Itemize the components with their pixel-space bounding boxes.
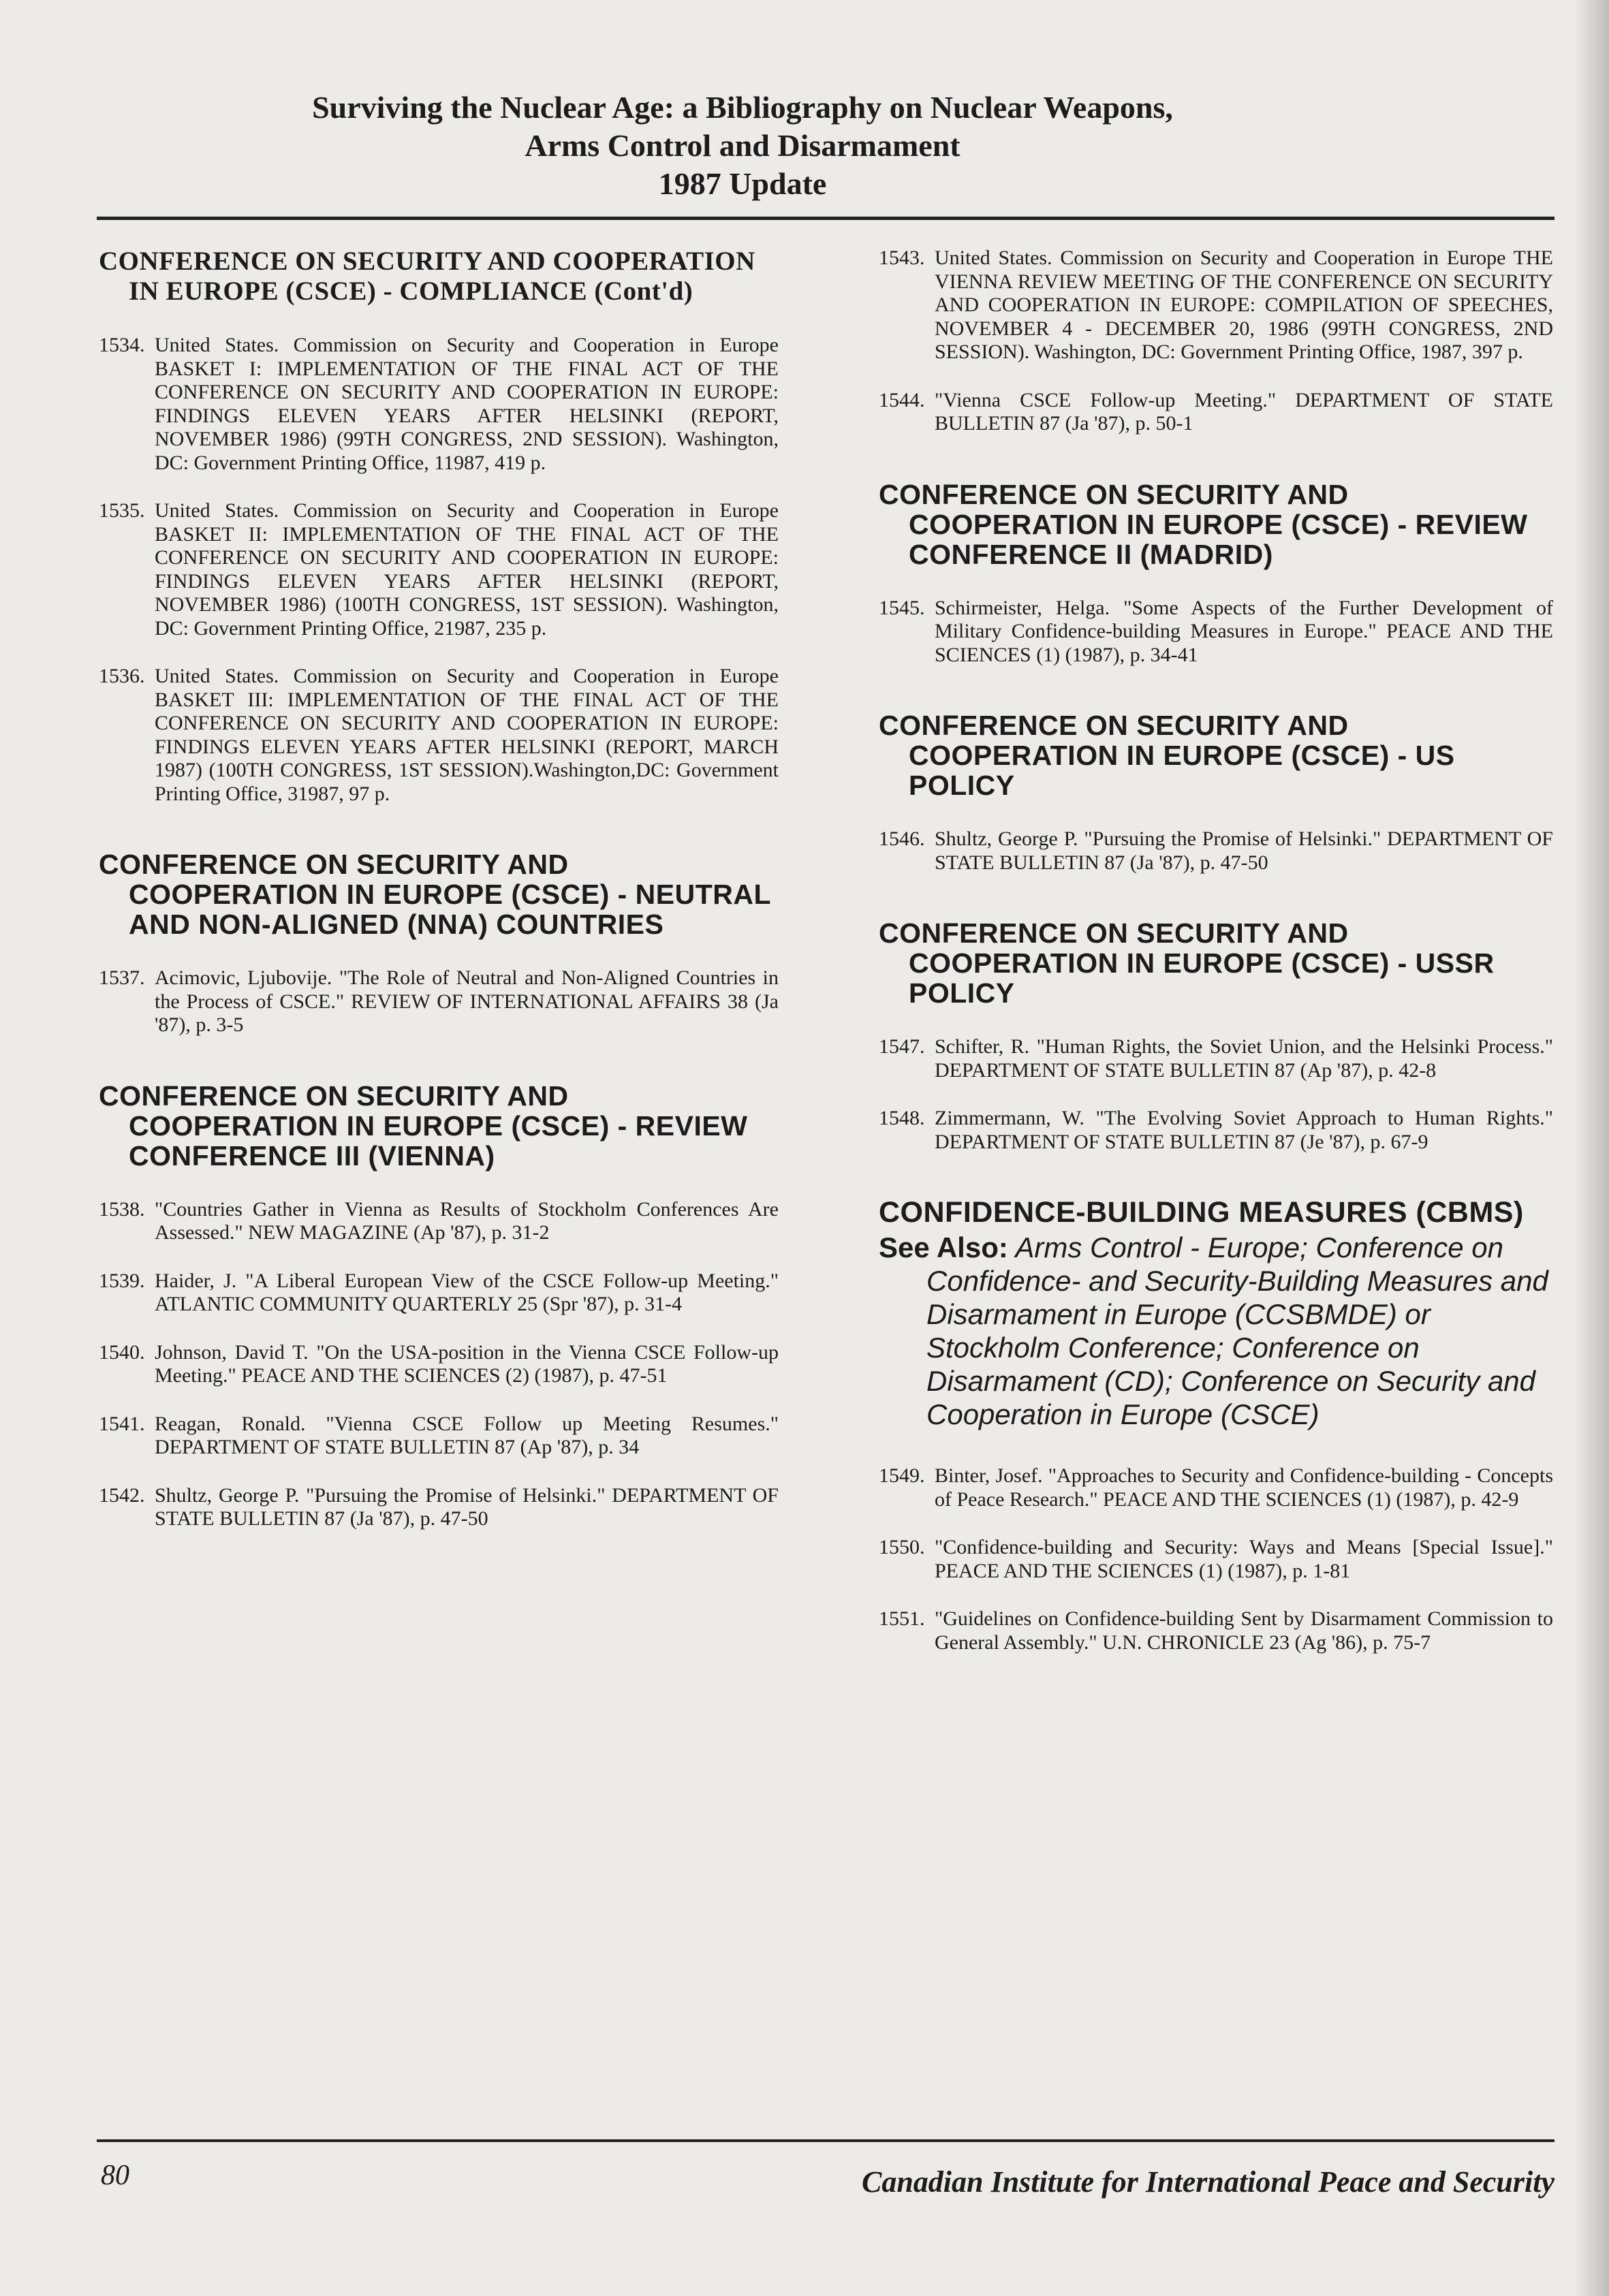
entry-text: United States. Commission on Security and Cooperation in Europe BASKET I: IMPLEMENTATION OF THE FINAL ACT OF THE CONFERENCE ON SECURITY AND COOPERATION IN EUROPE: FINDINGS ELEVEN YEARS AFTER HELSINKI (REPORT, NOVEMBER 1986) (99TH CONGRESS, 2ND SESSION). Washington, DC: Government Printing Office, 11987, 419 p.: [155, 334, 779, 474]
section-heading-compliance: CONFERENCE ON SECURITY AND COOPERATION IN EUROPE (CSCE) - COMPLIANCE (Cont'd): [99, 247, 755, 306]
entry-number: 1544.: [879, 388, 925, 411]
section-heading-ussr-policy: CONFERENCE ON SECURITY AND COOPERATION IN EUROPE (CSCE) - USSR POLICY: [879, 917, 1495, 1009]
publisher-footer: Canadian Institute for International Peace and Security: [861, 2165, 1555, 2199]
entry-number: 1535.: [99, 499, 145, 522]
entry-text: Reagan, Ronald. "Vienna CSCE Follow up Meeting Resumes." DEPARTMENT OF STATE BULLETIN 87 (Ap '87), p. 34: [155, 1412, 779, 1458]
entry-text: Shultz, George P. "Pursuing the Promise of Helsinki." DEPARTMENT OF STATE BULLETIN 87 (Ja '87), p. 47-50: [935, 828, 1553, 874]
entry-1547: [879, 1035, 1553, 1082]
entry-number: 1540.: [99, 1340, 145, 1364]
right-column: [879, 247, 1553, 1679]
entry-1541: [99, 1413, 779, 1460]
entry-1544: [879, 389, 1553, 436]
entry-text: Schifter, R. "Human Rights, the Soviet Union, and the Helsinki Process." DEPARTMENT OF STATE BULLETIN 87 (Ap '87), p. 42-8: [935, 1035, 1553, 1082]
see-also-references: Arms Control - Europe; Conference on Confidence- and Security-Building Measures and Disarmament in Europe (CCSBMDE) or Stockholm Conference; Conference on Disarmament (CD); Conference on Security and Cooperation in Europe (CSCE): [926, 1231, 1548, 1430]
entry-number: 1547.: [879, 1035, 925, 1058]
entry-text: United States. Commission on Security and Cooperation in Europe BASKET III: IMPLEMENTATION OF THE FINAL ACT OF THE CONFERENCE ON SECURITY AND COOPERATION IN EUROPE: FINDINGS ELEVEN YEARS AFTER HELSINKI (REPORT, MARCH 1987) (100TH CONGRESS, 1ST SESSION).Washington,DC: Government Printing Office, 31987, 97 p.: [155, 665, 779, 805]
entry-number: 1551.: [879, 1607, 925, 1630]
entry-text: Johnson, David T. "On the USA-position in the Vienna CSCE Follow-up Meeting." PEACE AND THE SCIENCES (2) (1987), p. 47-51: [155, 1340, 779, 1387]
entry-number: 1539.: [99, 1269, 145, 1292]
entry-1546: [879, 828, 1553, 875]
page-edge-shadow: [1575, 0, 1609, 2296]
entry-number: 1550.: [879, 1536, 925, 1558]
entry-text: "Guidelines on Confidence-building Sent by Disarmament Commission to General Assembly." U.N. CHRONICLE 23 (Ag '86), p. 75-7: [935, 1607, 1553, 1654]
entry-1550: [879, 1536, 1553, 1583]
entry-number: 1549.: [879, 1464, 925, 1487]
entry-text: "Vienna CSCE Follow-up Meeting." DEPARTMENT OF STATE BULLETIN 87 (Ja '87), p. 50-1: [935, 388, 1553, 435]
entry-text: Zimmermann, W. "The Evolving Soviet Approach to Human Rights." DEPARTMENT OF STATE BULLETIN 87 (Je '87), p. 67-9: [935, 1107, 1553, 1153]
footer-rule: [97, 2139, 1555, 2142]
entry-1535: [99, 499, 779, 640]
entry-number: 1534.: [99, 334, 145, 356]
page-title-line-3: 1987 Update: [658, 166, 827, 201]
entry-text: Binter, Josef. "Approaches to Security and Confidence-building - Concepts of Peace Research." PEACE AND THE SCIENCES (1) (1987), p. 42-9: [935, 1464, 1553, 1511]
entry-number: 1542.: [99, 1483, 145, 1507]
entry-number: 1546.: [879, 828, 925, 850]
entry-1534: [99, 334, 779, 475]
entry-text: Haider, J. "A Liberal European View of the CSCE Follow-up Meeting." ATLANTIC COMMUNITY QUARTERLY 25 (Spr '87), p. 31-4: [155, 1269, 779, 1315]
section-heading-cbms: CONFIDENCE-BUILDING MEASURES (CBMS): [879, 1196, 1524, 1229]
entry-1549: [879, 1464, 1553, 1511]
entry-number: 1548.: [879, 1107, 925, 1129]
entry-1540: [99, 1341, 779, 1388]
entry-1542: [99, 1484, 779, 1531]
entry-number: 1541.: [99, 1412, 145, 1435]
entry-1537: [99, 966, 779, 1037]
page-title-line-1: Surviving the Nuclear Age: a Bibliography on Nuclear Weapons,: [312, 90, 1173, 125]
entry-number: 1536.: [99, 665, 145, 687]
entry-1539: [99, 1270, 779, 1317]
entry-1543: [879, 247, 1553, 364]
section-heading-vienna: CONFERENCE ON SECURITY AND COOPERATION IN EUROPE (CSCE) - REVIEW CONFERENCE III (VIENNA): [99, 1080, 748, 1171]
entry-text: Schirmeister, Helga. "Some Aspects of the Further Development of Military Confidence-building Measures in Europe." PEACE AND THE SCIENCES (1) (1987), p. 34-41: [935, 596, 1553, 666]
section-heading-nna: CONFERENCE ON SECURITY AND COOPERATION IN EUROPE (CSCE) - NEUTRAL AND NON-ALIGNED (NNA) COUNTRIES: [99, 849, 771, 940]
page-title-line-2: Arms Control and Disarmament: [525, 128, 960, 163]
entry-1538: [99, 1198, 779, 1245]
left-column: [99, 247, 779, 1556]
entry-text: United States. Commission on Security and Cooperation in Europe THE VIENNA REVIEW MEETING OF THE CONFERENCE ON SECURITY AND COOPERATION IN EUROPE: COMPILATION OF SPEECHES, NOVEMBER 4 - DECEMBER 20, 1986 (99TH CONGRESS, 2ND SESSION). Washington, DC: Government Printing Office, 1987, 397 p.: [935, 247, 1553, 363]
entry-1548: [879, 1107, 1553, 1154]
entry-number: 1537.: [99, 966, 145, 989]
entry-1545: [879, 597, 1553, 667]
entry-number: 1543.: [879, 247, 925, 269]
header-rule: [97, 217, 1555, 220]
entry-1536: [99, 665, 779, 806]
entry-1551: [879, 1607, 1553, 1654]
page-header: [95, 89, 1390, 203]
see-also-label: See Also:: [879, 1231, 1008, 1263]
entry-text: Shultz, George P. "Pursuing the Promise of Helsinki." DEPARTMENT OF STATE BULLETIN 87 (Ja '87), p. 47-50: [155, 1483, 779, 1530]
entry-number: 1538.: [99, 1197, 145, 1221]
entry-number: 1545.: [879, 596, 925, 619]
see-also-note: [879, 1231, 1553, 1432]
entry-text: "Confidence-building and Security: Ways and Means [Special Issue]." PEACE AND THE SCIENCES (1) (1987), p. 1-81: [935, 1536, 1553, 1582]
page-number: 80: [101, 2160, 129, 2191]
section-heading-madrid: CONFERENCE ON SECURITY AND COOPERATION IN EUROPE (CSCE) - REVIEW CONFERENCE II (MADRID): [879, 478, 1528, 570]
entry-text: Acimovic, Ljubovije. "The Role of Neutral and Non-Aligned Countries in the Process of CSCE." REVIEW OF INTERNATIONAL AFFAIRS 38 (Ja '87), p. 3-5: [155, 966, 779, 1036]
section-heading-us-policy: CONFERENCE ON SECURITY AND COOPERATION IN EUROPE (CSCE) - US POLICY: [879, 710, 1455, 801]
entry-text: "Countries Gather in Vienna as Results of Stockholm Conferences Are Assessed." NEW MAGAZINE (Ap '87), p. 31-2: [155, 1197, 779, 1244]
entry-text: United States. Commission on Security and Cooperation in Europe BASKET II: IMPLEMENTATION OF THE FINAL ACT OF THE CONFERENCE ON SECURITY AND COOPERATION IN EUROPE: FINDINGS ELEVEN YEARS AFTER HELSINKI (REPORT, NOVEMBER 1986) (100TH CONGRESS, 1ST SESSION). Washington, DC: Government Printing Office, 21987, 235 p.: [155, 499, 779, 640]
